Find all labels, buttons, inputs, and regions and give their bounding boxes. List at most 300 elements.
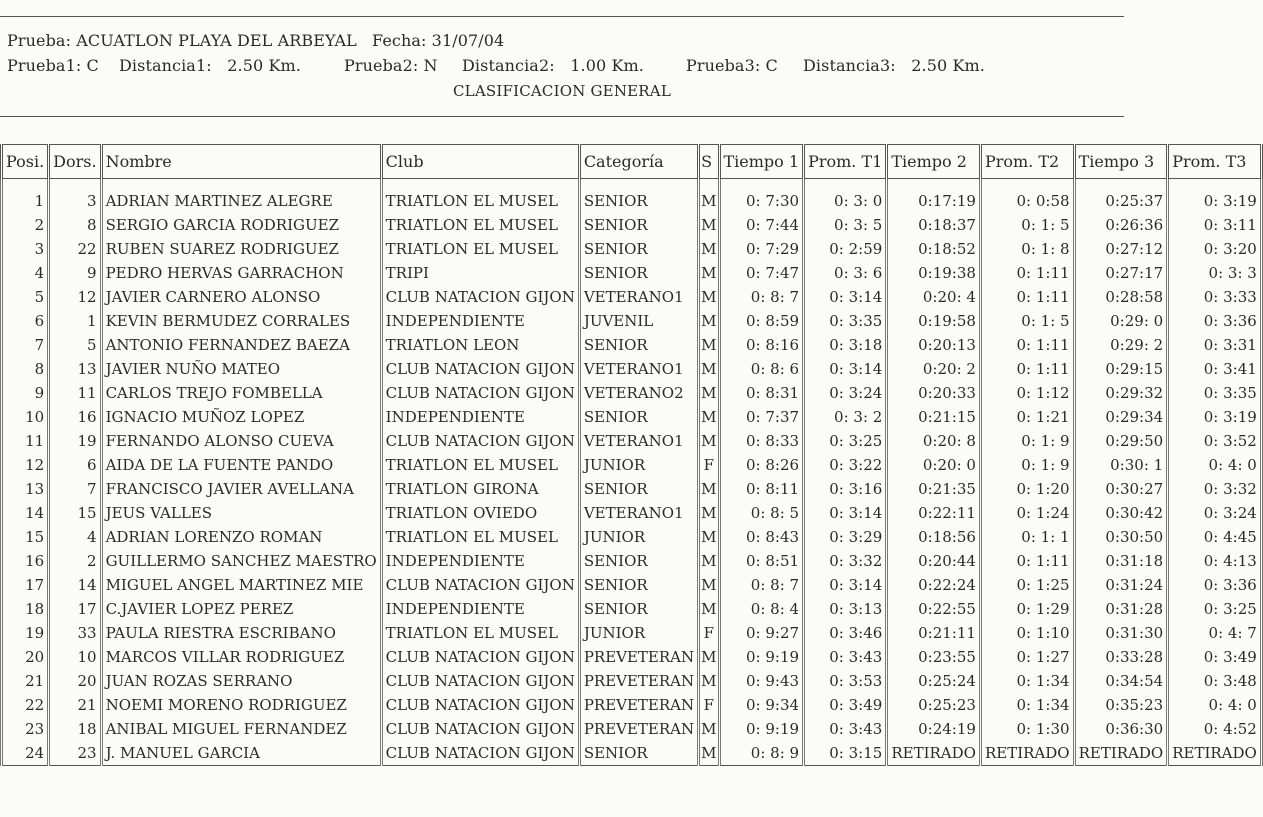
dorsal-cell: 3 [49, 179, 101, 214]
prom-t3-cell: 0: 3: 3 [1168, 261, 1262, 285]
table-row [2, 357, 1262, 381]
mid-rule [0, 116, 1124, 117]
dorsal-cell: 9 [49, 261, 101, 285]
categoria-cell: VETERANO1 [579, 501, 698, 525]
categoria-cell: JUVENIL [579, 309, 698, 333]
tiempo2-cell: 0:18:37 [887, 213, 981, 237]
nombre-cell: SERGIO GARCIA RODRIGUEZ [101, 213, 381, 237]
club-cell: TRIATLON EL MUSEL [381, 453, 579, 477]
posicion-cell: 8 [2, 357, 49, 381]
prom-t2-cell: 0: 1: 5 [980, 309, 1074, 333]
club-cell: CLUB NATACION GIJON [381, 645, 579, 669]
prom-t1-cell: 0: 3:14 [804, 285, 887, 309]
tiempo3-cell: 0:30:50 [1074, 525, 1168, 549]
sexo-cell: M [699, 669, 719, 693]
prom-t3-cell: 0: 3:33 [1168, 285, 1262, 309]
tiempo3-cell: 0:31:18 [1074, 549, 1168, 573]
nombre-cell: CARLOS TREJO FOMBELLA [101, 381, 381, 405]
dorsal-cell: 6 [49, 453, 101, 477]
prueba-name: Prueba: ACUATLON PLAYA DEL ARBEYAL [7, 31, 357, 50]
club-cell: TRIATLON LEON [381, 333, 579, 357]
prom-t2-cell: 0: 1:34 [980, 693, 1074, 717]
report-title: CLASIFICACION GENERAL [452, 82, 671, 100]
tiempo3-cell: 0:28:58 [1074, 285, 1168, 309]
nombre-cell: GUILLERMO SANCHEZ MAESTRO [101, 549, 381, 573]
col-header: Dors. [49, 145, 101, 179]
tiempo1-cell: 0: 8:59 [719, 309, 804, 333]
prom-t3-cell: 0: 3:36 [1168, 573, 1262, 597]
table-row [2, 597, 1262, 621]
tiempo1-cell: 0: 8:33 [719, 429, 804, 453]
prom-t1-cell: 0: 3: 5 [804, 213, 887, 237]
categoria-cell: VETERANO1 [579, 285, 698, 309]
sexo-cell: M [699, 717, 719, 741]
dorsal-cell: 33 [49, 621, 101, 645]
table-row [2, 621, 1262, 645]
dorsal-cell: 16 [49, 405, 101, 429]
tiempo3-cell: 0:30: 1 [1074, 453, 1168, 477]
posicion-cell: 9 [2, 381, 49, 405]
table-row [2, 477, 1262, 501]
posicion-cell: 11 [2, 429, 49, 453]
categoria-cell: PREVETERAN [579, 669, 698, 693]
sexo-cell: M [699, 333, 719, 357]
sexo-cell: M [699, 573, 719, 597]
nombre-cell: AIDA DE LA FUENTE PANDO [101, 453, 381, 477]
posicion-cell: 3 [2, 237, 49, 261]
sexo-cell: M [699, 261, 719, 285]
col-header: Posi. [2, 145, 49, 179]
table-row [2, 333, 1262, 357]
club-cell: TRIATLON OVIEDO [381, 501, 579, 525]
nombre-cell: FRANCISCO JAVIER AVELLANA [101, 477, 381, 501]
prom-t2-cell: 0: 1:10 [980, 621, 1074, 645]
table-row [2, 429, 1262, 453]
col-header: Tiempo 2 [887, 145, 981, 179]
prueba3: Prueba3: C [686, 56, 778, 75]
prom-t3-cell: 0: 3:31 [1168, 333, 1262, 357]
posicion-cell: 15 [2, 525, 49, 549]
table-row [2, 573, 1262, 597]
sexo-cell: M [699, 597, 719, 621]
tiempo1-cell: 0: 8: 6 [719, 357, 804, 381]
prom-t1-cell: 0: 3:53 [804, 669, 887, 693]
prom-t3-cell: 0: 3:11 [1168, 213, 1262, 237]
prom-t3-cell: 0: 3:36 [1168, 309, 1262, 333]
tiempo3-cell: 0:25:37 [1074, 179, 1168, 214]
col-header: Tiempo 1 [719, 145, 804, 179]
dorsal-cell: 4 [49, 525, 101, 549]
fecha: Fecha: 31/07/04 [372, 31, 505, 50]
categoria-cell: SENIOR [579, 573, 698, 597]
col-header: Categoría [579, 145, 698, 179]
posicion-cell: 16 [2, 549, 49, 573]
categoria-cell: SENIOR [579, 597, 698, 621]
tiempo1-cell: 0: 8: 7 [719, 285, 804, 309]
tiempo3-cell: 0:31:28 [1074, 597, 1168, 621]
posicion-cell: 4 [2, 261, 49, 285]
prom-t3-cell: 0: 3:20 [1168, 237, 1262, 261]
nombre-cell: JAVIER NUÑO MATEO [101, 357, 381, 381]
tiempo2-cell: RETIRADO [887, 741, 981, 766]
posicion-cell: 20 [2, 645, 49, 669]
tiempo3-cell: 0:26:36 [1074, 213, 1168, 237]
dorsal-cell: 8 [49, 213, 101, 237]
club-cell: CLUB NATACION GIJON [381, 717, 579, 741]
tiempo3-cell: 0:30:27 [1074, 477, 1168, 501]
tiempo3-cell: 0:29: 0 [1074, 309, 1168, 333]
club-cell: CLUB NATACION GIJON [381, 357, 579, 381]
prom-t2-cell: 0: 1: 9 [980, 429, 1074, 453]
results-table [0, 144, 1263, 766]
tiempo1-cell: 0: 8:26 [719, 453, 804, 477]
prom-t3-cell: 0: 4: 0 [1168, 453, 1262, 477]
dorsal-cell: 7 [49, 477, 101, 501]
posicion-cell: 1 [2, 179, 49, 214]
sexo-cell: M [699, 501, 719, 525]
nombre-cell: MIGUEL ANGEL MARTINEZ MIE [101, 573, 381, 597]
categoria-cell: SENIOR [579, 477, 698, 501]
prom-t3-cell: 0: 3:32 [1168, 477, 1262, 501]
col-header: Prom. T3 [1168, 145, 1262, 179]
tiempo3-cell: 0:29:34 [1074, 405, 1168, 429]
prom-t1-cell: 0: 3:18 [804, 333, 887, 357]
table-row [2, 405, 1262, 429]
club-cell: CLUB NATACION GIJON [381, 669, 579, 693]
prueba2: Prueba2: N [344, 56, 438, 75]
prueba1: Prueba1: C [7, 56, 99, 75]
tiempo1-cell: 0: 9:19 [719, 645, 804, 669]
tiempo2-cell: 0:20:33 [887, 381, 981, 405]
nombre-cell: MARCOS VILLAR RODRIGUEZ [101, 645, 381, 669]
table-row [2, 693, 1262, 717]
sexo-cell: M [699, 549, 719, 573]
tiempo2-cell: 0:18:56 [887, 525, 981, 549]
tiempo1-cell: 0: 8:31 [719, 381, 804, 405]
dorsal-cell: 21 [49, 693, 101, 717]
club-cell: CLUB NATACION GIJON [381, 573, 579, 597]
header-line-2 [7, 56, 1117, 78]
posicion-cell: 10 [2, 405, 49, 429]
prom-t1-cell: 0: 3:13 [804, 597, 887, 621]
club-cell: INDEPENDIENTE [381, 405, 579, 429]
tiempo1-cell: 0: 8: 7 [719, 573, 804, 597]
sexo-cell: M [699, 179, 719, 214]
prom-t1-cell: 0: 3:43 [804, 717, 887, 741]
prom-t2-cell: 0: 1:25 [980, 573, 1074, 597]
posicion-cell: 13 [2, 477, 49, 501]
prom-t1-cell: 0: 3:46 [804, 621, 887, 645]
tiempo1-cell: 0: 7:44 [719, 213, 804, 237]
tiempo3-cell: RETIRADO [1074, 741, 1168, 766]
posicion-cell: 12 [2, 453, 49, 477]
tiempo3-cell: 0:35:23 [1074, 693, 1168, 717]
prom-t2-cell: 0: 1:12 [980, 381, 1074, 405]
posicion-cell: 7 [2, 333, 49, 357]
prom-t3-cell: 0: 3:19 [1168, 179, 1262, 214]
club-cell: CLUB NATACION GIJON [381, 429, 579, 453]
prom-t3-cell: 0: 3:48 [1168, 669, 1262, 693]
sexo-cell: M [699, 405, 719, 429]
tiempo2-cell: 0:21:35 [887, 477, 981, 501]
sexo-cell: M [699, 213, 719, 237]
prom-t2-cell: 0: 1: 8 [980, 237, 1074, 261]
nombre-cell: JUAN ROZAS SERRANO [101, 669, 381, 693]
nombre-cell: RUBEN SUAREZ RODRIGUEZ [101, 237, 381, 261]
nombre-cell: ADRIAN LORENZO ROMAN [101, 525, 381, 549]
prom-t2-cell: 0: 1:11 [980, 285, 1074, 309]
table-row [2, 261, 1262, 285]
table-row [2, 645, 1262, 669]
sexo-cell: M [699, 309, 719, 333]
tiempo1-cell: 0: 9:19 [719, 717, 804, 741]
table-row [2, 179, 1262, 214]
tiempo2-cell: 0:25:24 [887, 669, 981, 693]
col-header: Tiempo 3 [1074, 145, 1168, 179]
prom-t2-cell: 0: 1:11 [980, 549, 1074, 573]
tiempo1-cell: 0: 8:43 [719, 525, 804, 549]
categoria-cell: JUNIOR [579, 621, 698, 645]
club-cell: INDEPENDIENTE [381, 597, 579, 621]
categoria-cell: PREVETERAN [579, 645, 698, 669]
prom-t2-cell: 0: 0:58 [980, 179, 1074, 214]
tiempo1-cell: 0: 8:16 [719, 333, 804, 357]
prom-t2-cell: 0: 1:29 [980, 597, 1074, 621]
prom-t3-cell: 0: 4:45 [1168, 525, 1262, 549]
dorsal-cell: 18 [49, 717, 101, 741]
prom-t2-cell: 0: 1:21 [980, 405, 1074, 429]
prom-t1-cell: 0: 3: 6 [804, 261, 887, 285]
prom-t1-cell: 0: 3:22 [804, 453, 887, 477]
club-cell: CLUB NATACION GIJON [381, 741, 579, 766]
nombre-cell: NOEMI MORENO RODRIGUEZ [101, 693, 381, 717]
tiempo2-cell: 0:19:58 [887, 309, 981, 333]
categoria-cell: PREVETERAN [579, 693, 698, 717]
nombre-cell: JEUS VALLES [101, 501, 381, 525]
prom-t2-cell: 0: 1:27 [980, 645, 1074, 669]
nombre-cell: C.JAVIER LOPEZ PEREZ [101, 597, 381, 621]
categoria-cell: SENIOR [579, 179, 698, 214]
nombre-cell: ADRIAN MARTINEZ ALEGRE [101, 179, 381, 214]
prom-t3-cell: 0: 3:25 [1168, 597, 1262, 621]
prom-t3-cell: 0: 4:52 [1168, 717, 1262, 741]
dorsal-cell: 10 [49, 645, 101, 669]
tiempo2-cell: 0:18:52 [887, 237, 981, 261]
sexo-cell: F [699, 693, 719, 717]
posicion-cell: 18 [2, 597, 49, 621]
sexo-cell: M [699, 741, 719, 766]
categoria-cell: JUNIOR [579, 453, 698, 477]
sexo-cell: M [699, 429, 719, 453]
club-cell: TRIPI [381, 261, 579, 285]
club-cell: TRIATLON GIRONA [381, 477, 579, 501]
tiempo1-cell: 0: 8: 5 [719, 501, 804, 525]
tiempo2-cell: 0:22:55 [887, 597, 981, 621]
categoria-cell: VETERANO1 [579, 357, 698, 381]
col-header: S [699, 145, 719, 179]
tiempo2-cell: 0:20: 8 [887, 429, 981, 453]
prom-t1-cell: 0: 3:24 [804, 381, 887, 405]
dorsal-cell: 13 [49, 357, 101, 381]
categoria-cell: SENIOR [579, 261, 698, 285]
posicion-cell: 24 [2, 741, 49, 766]
prom-t1-cell: 0: 3:14 [804, 573, 887, 597]
tiempo1-cell: 0: 8:11 [719, 477, 804, 501]
club-cell: TRIATLON EL MUSEL [381, 621, 579, 645]
table-row [2, 285, 1262, 309]
posicion-cell: 21 [2, 669, 49, 693]
prom-t2-cell: 0: 1: 9 [980, 453, 1074, 477]
sexo-cell: F [699, 621, 719, 645]
club-cell: TRIATLON EL MUSEL [381, 213, 579, 237]
table-row [2, 669, 1262, 693]
nombre-cell: ANIBAL MIGUEL FERNANDEZ [101, 717, 381, 741]
prom-t3-cell: 0: 3:35 [1168, 381, 1262, 405]
tiempo1-cell: 0: 9:34 [719, 693, 804, 717]
prom-t2-cell: 0: 1:11 [980, 261, 1074, 285]
prom-t2-cell: 0: 1: 5 [980, 213, 1074, 237]
col-header: Nombre [101, 145, 381, 179]
tiempo1-cell: 0: 7:37 [719, 405, 804, 429]
tiempo3-cell: 0:29: 2 [1074, 333, 1168, 357]
table-row [2, 741, 1262, 766]
tiempo1-cell: 0: 9:27 [719, 621, 804, 645]
prom-t2-cell: 0: 1:11 [980, 357, 1074, 381]
header-row [2, 145, 1262, 179]
prom-t3-cell: RETIRADO [1168, 741, 1262, 766]
posicion-cell: 23 [2, 717, 49, 741]
tiempo2-cell: 0:24:19 [887, 717, 981, 741]
header-line-1 [7, 31, 1117, 53]
prom-t2-cell: 0: 1:24 [980, 501, 1074, 525]
prom-t2-cell: RETIRADO [980, 741, 1074, 766]
posicion-cell: 14 [2, 501, 49, 525]
categoria-cell: SENIOR [579, 213, 698, 237]
table-row [2, 717, 1262, 741]
table-row [2, 237, 1262, 261]
prom-t1-cell: 0: 3:14 [804, 357, 887, 381]
table-row [2, 309, 1262, 333]
nombre-cell: ANTONIO FERNANDEZ BAEZA [101, 333, 381, 357]
categoria-cell: SENIOR [579, 405, 698, 429]
nombre-cell: IGNACIO MUÑOZ LOPEZ [101, 405, 381, 429]
dorsal-cell: 2 [49, 549, 101, 573]
nombre-cell: J. MANUEL GARCIA [101, 741, 381, 766]
categoria-cell: PREVETERAN [579, 717, 698, 741]
dorsal-cell: 19 [49, 429, 101, 453]
sexo-cell: M [699, 525, 719, 549]
tiempo1-cell: 0: 9:43 [719, 669, 804, 693]
club-cell: TRIATLON EL MUSEL [381, 525, 579, 549]
tiempo3-cell: 0:31:30 [1074, 621, 1168, 645]
nombre-cell: FERNANDO ALONSO CUEVA [101, 429, 381, 453]
col-header: Prom. T2 [980, 145, 1074, 179]
table-row [2, 549, 1262, 573]
tiempo2-cell: 0:20:13 [887, 333, 981, 357]
categoria-cell: VETERANO2 [579, 381, 698, 405]
table-row [2, 501, 1262, 525]
col-header: Club [381, 145, 579, 179]
tiempo1-cell: 0: 8: 9 [719, 741, 804, 766]
categoria-cell: VETERANO1 [579, 429, 698, 453]
prom-t1-cell: 0: 3:29 [804, 525, 887, 549]
tiempo2-cell: 0:19:38 [887, 261, 981, 285]
dorsal-cell: 23 [49, 741, 101, 766]
sexo-cell: M [699, 645, 719, 669]
dorsal-cell: 5 [49, 333, 101, 357]
categoria-cell: SENIOR [579, 549, 698, 573]
distancia3: Distancia3: 2.50 Km. [803, 56, 985, 75]
nombre-cell: PEDRO HERVAS GARRACHON [101, 261, 381, 285]
prom-t2-cell: 0: 1:11 [980, 333, 1074, 357]
prom-t1-cell: 0: 3:16 [804, 477, 887, 501]
tiempo3-cell: 0:29:32 [1074, 381, 1168, 405]
tiempo2-cell: 0:21:15 [887, 405, 981, 429]
distancia2: Distancia2: 1.00 Km. [462, 56, 644, 75]
club-cell: INDEPENDIENTE [381, 549, 579, 573]
prom-t1-cell: 0: 3: 2 [804, 405, 887, 429]
tiempo1-cell: 0: 7:47 [719, 261, 804, 285]
prom-t1-cell: 0: 3:14 [804, 501, 887, 525]
dorsal-cell: 20 [49, 669, 101, 693]
sexo-cell: M [699, 285, 719, 309]
prom-t3-cell: 0: 4: 7 [1168, 621, 1262, 645]
prom-t3-cell: 0: 3:19 [1168, 405, 1262, 429]
nombre-cell: KEVIN BERMUDEZ CORRALES [101, 309, 381, 333]
prom-t1-cell: 0: 3:32 [804, 549, 887, 573]
club-cell: TRIATLON EL MUSEL [381, 237, 579, 261]
table-row [2, 381, 1262, 405]
club-cell: CLUB NATACION GIJON [381, 693, 579, 717]
tiempo2-cell: 0:17:19 [887, 179, 981, 214]
tiempo1-cell: 0: 7:29 [719, 237, 804, 261]
posicion-cell: 2 [2, 213, 49, 237]
prom-t2-cell: 0: 1:20 [980, 477, 1074, 501]
prom-t2-cell: 0: 1:30 [980, 717, 1074, 741]
tiempo2-cell: 0:20: 0 [887, 453, 981, 477]
dorsal-cell: 14 [49, 573, 101, 597]
tiempo2-cell: 0:21:11 [887, 621, 981, 645]
prom-t1-cell: 0: 3:43 [804, 645, 887, 669]
prom-t1-cell: 0: 3: 0 [804, 179, 887, 214]
tiempo1-cell: 0: 7:30 [719, 179, 804, 214]
dorsal-cell: 15 [49, 501, 101, 525]
categoria-cell: JUNIOR [579, 525, 698, 549]
categoria-cell: SENIOR [579, 333, 698, 357]
tiempo3-cell: 0:31:24 [1074, 573, 1168, 597]
nombre-cell: JAVIER CARNERO ALONSO [101, 285, 381, 309]
posicion-cell: 22 [2, 693, 49, 717]
prom-t3-cell: 0: 4: 0 [1168, 693, 1262, 717]
tiempo3-cell: 0:29:15 [1074, 357, 1168, 381]
col-header: Prom. T1 [804, 145, 887, 179]
tiempo3-cell: 0:27:12 [1074, 237, 1168, 261]
dorsal-cell: 12 [49, 285, 101, 309]
posicion-cell: 6 [2, 309, 49, 333]
sexo-cell: M [699, 477, 719, 501]
prom-t1-cell: 0: 3:49 [804, 693, 887, 717]
categoria-cell: SENIOR [579, 237, 698, 261]
posicion-cell: 5 [2, 285, 49, 309]
club-cell: TRIATLON EL MUSEL [381, 179, 579, 214]
tiempo3-cell: 0:27:17 [1074, 261, 1168, 285]
dorsal-cell: 1 [49, 309, 101, 333]
sexo-cell: M [699, 357, 719, 381]
tiempo2-cell: 0:20: 4 [887, 285, 981, 309]
prom-t1-cell: 0: 3:25 [804, 429, 887, 453]
prom-t2-cell: 0: 1: 1 [980, 525, 1074, 549]
categoria-cell: SENIOR [579, 741, 698, 766]
